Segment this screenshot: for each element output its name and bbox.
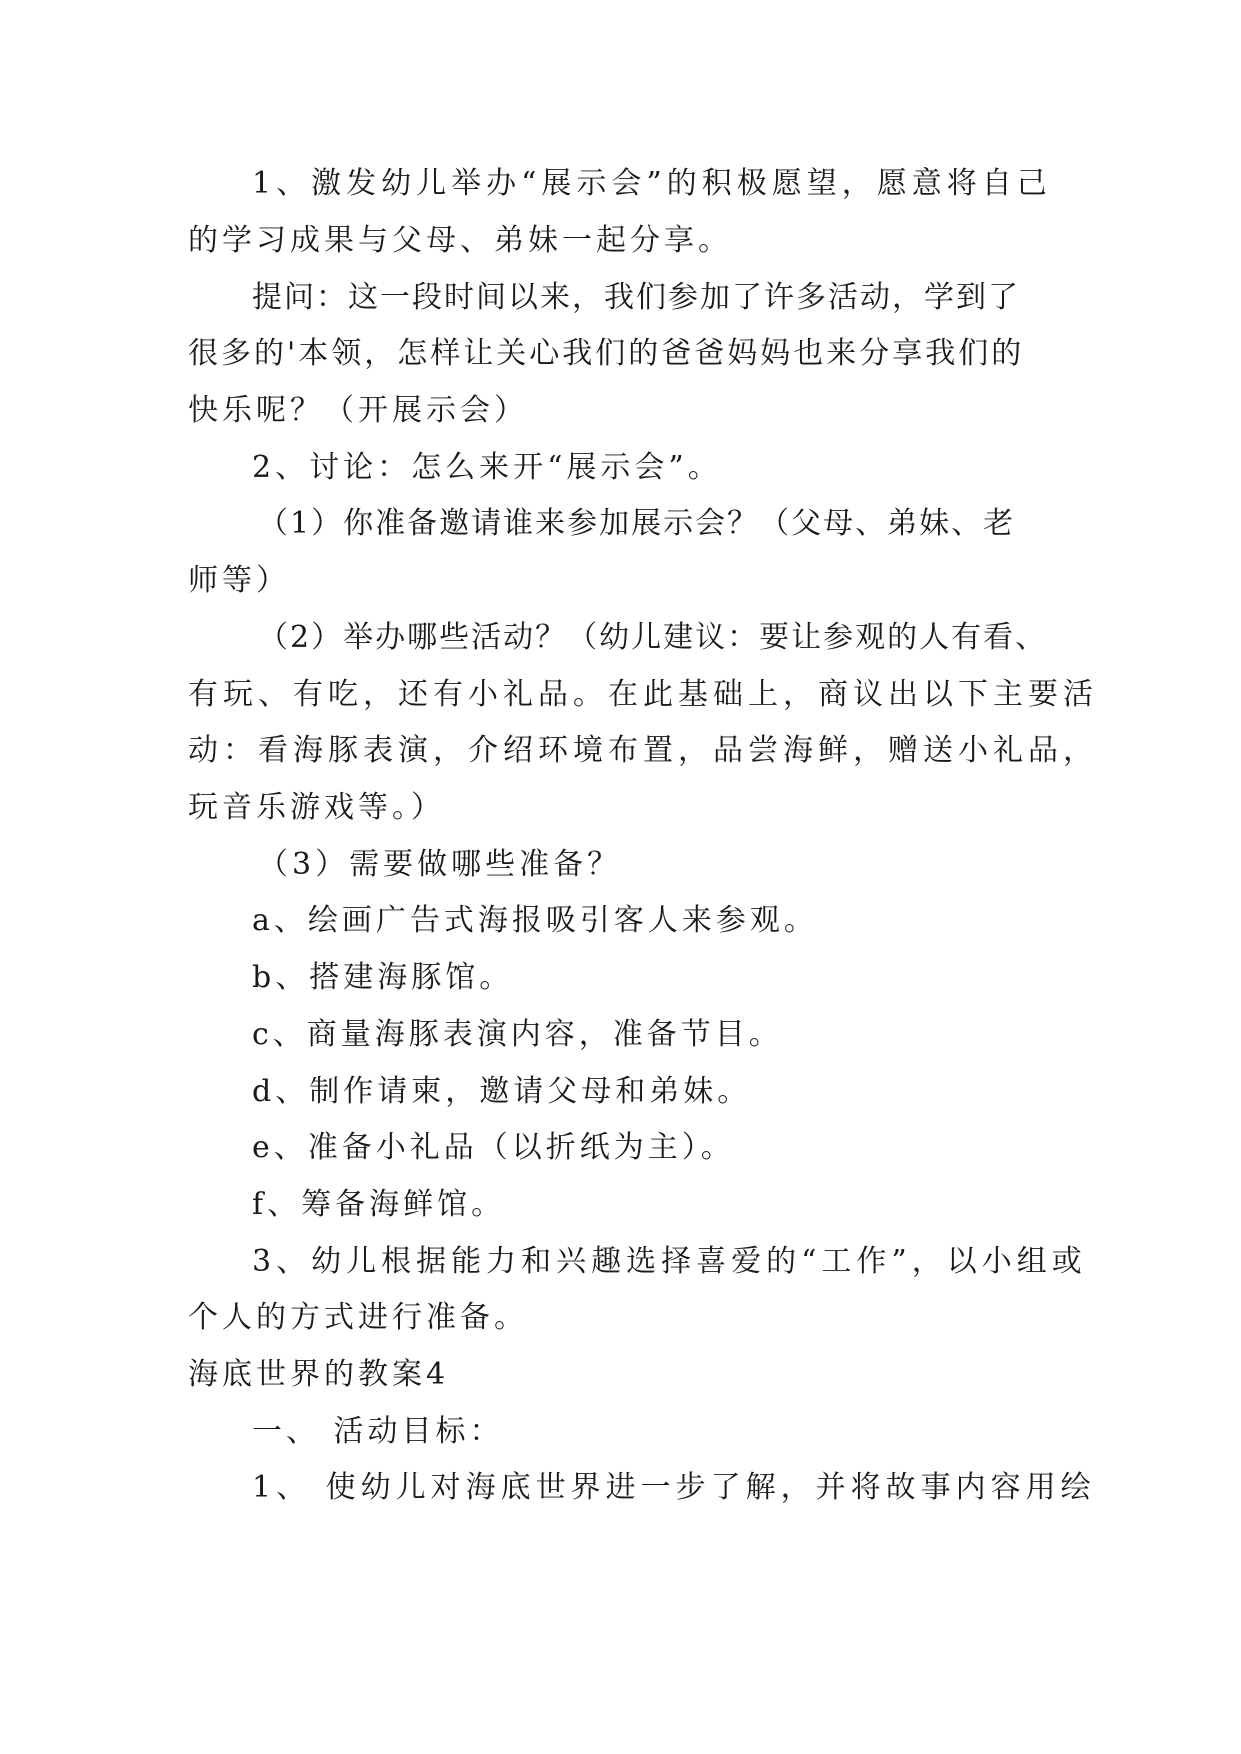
section-heading: 海底世界的教案4 (188, 1357, 450, 1392)
paragraph-line: 提问：这一段时间以来，我们参加了许多活动，学到了 (252, 280, 1020, 315)
paragraph-line: c、商量海豚表演内容，准备节目。 (252, 1017, 783, 1052)
paragraph-line: （1）你准备邀请谁来参加展示会？（父母、弟妹、老 (258, 506, 1016, 541)
paragraph-line: 师等） (188, 563, 290, 598)
paragraph-line: 个人的方式进行准备。 (188, 1300, 528, 1335)
paragraph-line: 有玩、有吃，还有小礼品。在此基础上，商议出以下主要活 (188, 677, 1098, 712)
paragraph-line: 快乐呢？（开展示会） (188, 393, 528, 428)
paragraph-line: e、准备小礼品（以折纸为主）。 (252, 1130, 735, 1165)
paragraph-line: （3）需要做哪些准备？ (258, 847, 622, 882)
paragraph-line: 1、激发幼儿举办“展示会”的积极愿望，愿意将自己 (252, 166, 1052, 201)
paragraph-line: b、搭建海豚馆。 (252, 960, 514, 995)
paragraph-line: （2）举办哪些活动？（幼儿建议：要让参观的人有看、 (258, 620, 1048, 655)
paragraph-line: 3、幼儿根据能力和兴趣选择喜爱的“工作”，以小组或 (252, 1244, 1087, 1279)
paragraph-line: 1、 使幼儿对海底世界进一步了解，并将故事内容用绘 (252, 1470, 1096, 1505)
paragraph-line: 一、 活动目标： (252, 1414, 504, 1449)
paragraph-line: 2、讨论：怎么来开“展示会”。 (252, 450, 722, 485)
paragraph-line: 很多的'本领，怎样让关心我们的爸爸妈妈也来分享我们的 (188, 336, 1025, 371)
paragraph-line: 的学习成果与父母、弟妹一起分享。 (188, 223, 732, 258)
paragraph-line: a、绘画广告式海报吸引客人来参观。 (252, 903, 818, 938)
paragraph-line: 玩音乐游戏等。） (188, 790, 445, 825)
paragraph-line: d、制作请柬，邀请父母和弟妹。 (252, 1074, 752, 1109)
paragraph-line: 动：看海豚表演，介绍环境布置，品尝海鲜，赠送小礼品， (188, 733, 1098, 768)
paragraph-line: f、筹备海鲜馆。 (252, 1187, 506, 1222)
